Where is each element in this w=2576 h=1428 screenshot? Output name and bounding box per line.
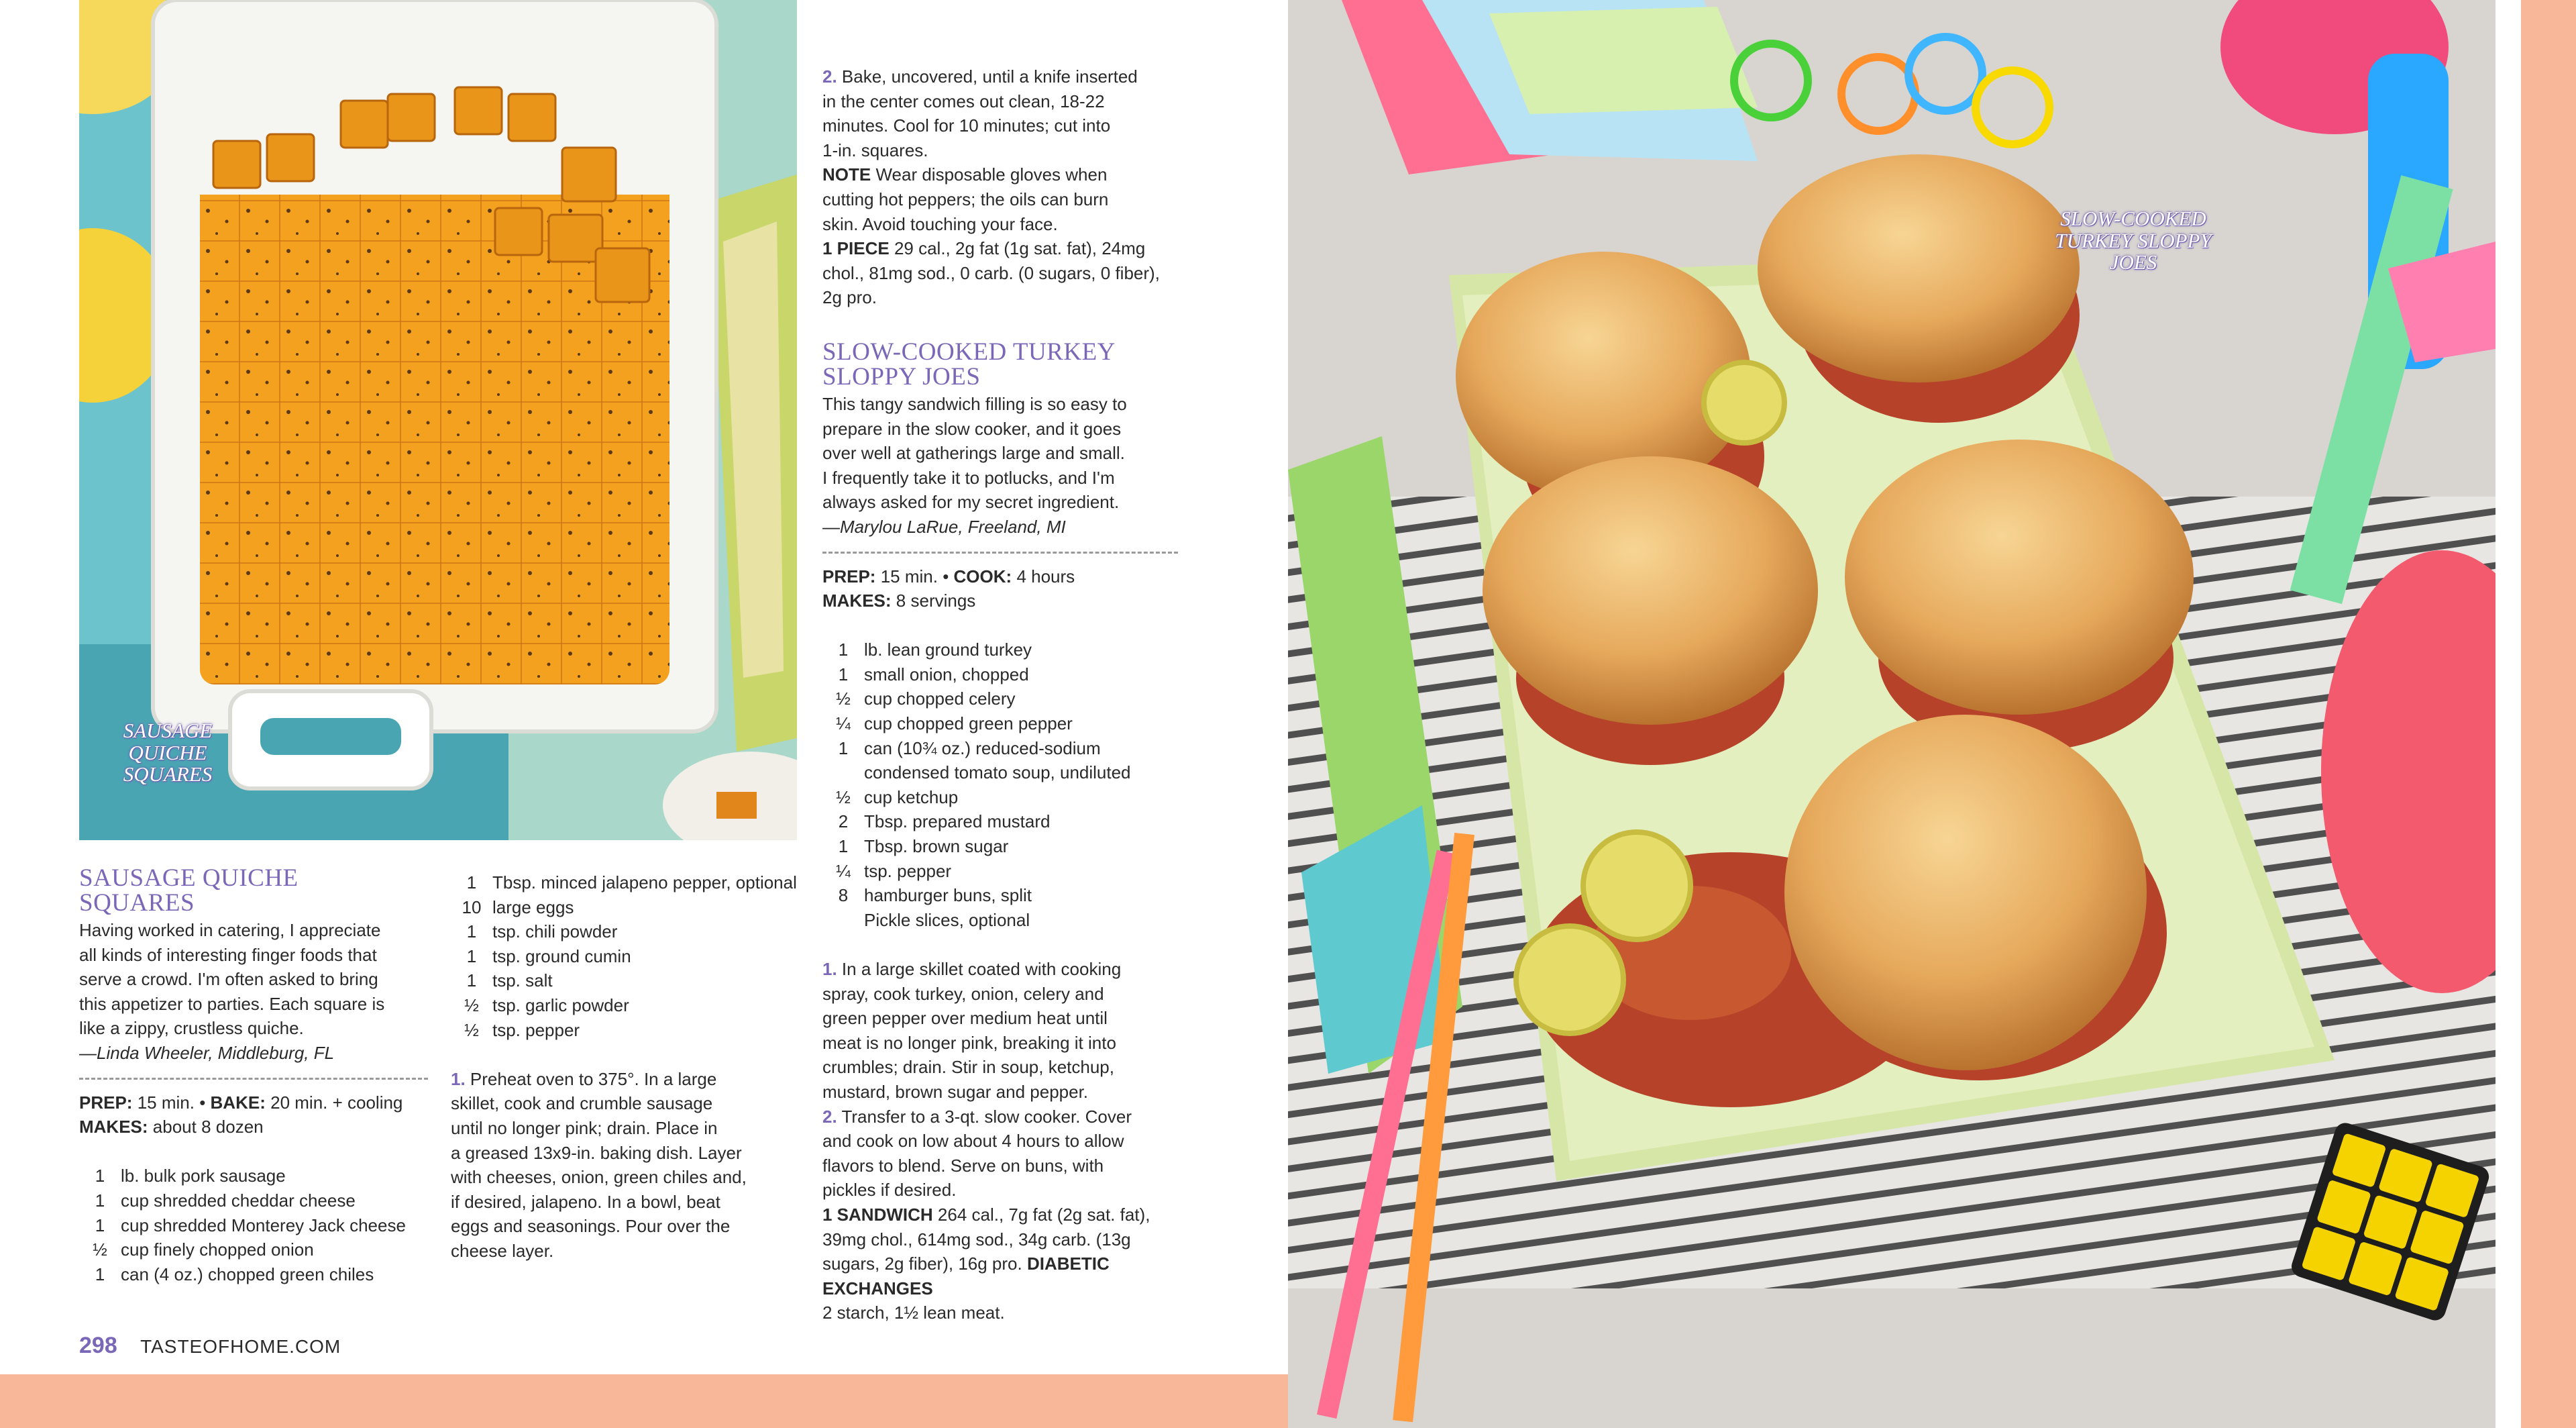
ingredient-desc: cup ketchup [864,786,959,807]
sloppy-joes-photo-label: SLOW-COOKED TURKEY SLOPPY JOES [2055,207,2212,274]
nutrition-line: 264 cal., 7g fat (2g sat. fat), [937,1204,1150,1225]
step-line: eggs and seasonings. Pour over the [451,1216,731,1237]
nutrition-label: 1 PIECE [822,238,890,259]
sloppy-prep-label: PREP: [822,566,876,586]
ingredient-row [822,662,1178,687]
page-folio [79,1333,341,1359]
ingredient-qty: 10 [462,897,482,917]
step-number: 2. [822,1106,837,1127]
sloppy-recipe-title [822,340,1178,389]
sloppy-title-line-1: SLOW-COOKED TURKEY [822,338,1116,366]
ingredient-qty: ½ [464,994,479,1015]
quiche-recipe-column-1 [79,866,428,1286]
sloppy-intro-line: prepare in the slow cooker, and it goes [822,418,1122,439]
nutrition-line: 39mg chol., 614mg sod., 34g carb. (13g [822,1229,1131,1250]
ingredient-desc: cup finely chopped onion [121,1239,314,1260]
ingredient-row [822,883,1178,908]
sloppy-byline: —Marylou LaRue, Freeland, MI [822,516,1066,537]
spacer [822,613,1178,638]
quiche-step-2 [822,64,1178,162]
footer-band [0,1374,1288,1428]
quiche-byline: —Linda Wheeler, Middleburg, FL [79,1042,335,1063]
note-line: Wear disposable gloves when [875,164,1108,185]
quiche-step-1 [451,1067,800,1264]
ingredient-row [822,908,1178,933]
ingredient-qty: 1 [95,1166,105,1186]
ingredient-qty: ½ [836,786,851,807]
ingredient-qty: ¼ [836,713,851,734]
step-line: and cook on low about 4 hours to allow [822,1131,1124,1152]
nutrition-line: chol., 81mg sod., 0 carb. (0 sugars, 0 fiber), [822,262,1160,283]
note-line: cutting hot peppers; the oils can burn [822,189,1109,209]
step-line: mustard, brown sugar and pepper. [822,1081,1089,1102]
step-line: pickles if desired. [822,1180,957,1201]
ingredient-row [79,1262,428,1287]
step-line: green pepper over medium heat until [822,1008,1108,1029]
sloppy-title-line-2: SLOPPY JOES [822,362,981,391]
nutrition-line: sugars, 2g fiber), 16g pro. [822,1254,1022,1274]
ingredient-qty: 2 [838,811,849,832]
ingredient-qty: 1 [838,737,849,758]
quiche-photo-art [79,0,797,840]
sloppy-makes-label: MAKES: [822,591,892,611]
ingredient-row [451,919,800,944]
ingredient-qty: 1 [838,664,849,684]
sloppy-joes-photo-art [1288,0,2496,1428]
ingredient-qty: 1 [838,836,849,857]
quiche-meta [79,1090,428,1139]
ingredient-row [822,638,1178,662]
exchanges-value: 2 starch, 1½ lean meat. [822,1303,1005,1323]
ingredient-desc: can (10¾ oz.) reduced-sodium condensed tomato soup, undiluted [864,737,1131,783]
ingredient-desc: Tbsp. prepared mustard [864,811,1051,832]
ingredient-desc: cup shredded cheddar cheese [121,1190,356,1211]
ingredient-desc: Tbsp. brown sugar [864,836,1009,857]
step-line: until no longer pink; drain. Place in [451,1117,718,1138]
step-line: crumbles; drain. Stir in soup, ketchup, [822,1057,1114,1078]
ingredient-desc: cup chopped celery [864,688,1016,709]
sloppy-intro-line: over well at gatherings large and small. [822,443,1125,464]
step-line: Bake, uncovered, until a knife inserted [841,66,1138,87]
ingredient-row [822,736,1178,785]
ingredient-qty: 1 [95,1215,105,1235]
ingredient-qty: 1 [95,1264,105,1284]
quiche-intro-line: Having worked in catering, I appreciate [79,920,381,940]
ingredient-row [822,785,1178,810]
sloppy-cook-label: COOK: [953,566,1012,586]
ingredient-desc: small onion, chopped [864,664,1029,684]
quiche-note [822,162,1178,236]
quiche-nutrition [822,236,1178,310]
sloppy-nutrition [822,1203,1178,1325]
ingredient-row [79,1188,428,1213]
ingredient-qty: 1 [466,921,477,942]
nutrition-line: 29 cal., 2g fat (1g sat. fat), 24mg [894,238,1146,259]
quiche-photo-label: SAUSAGE QUICHE SQUARES [123,719,213,786]
sloppy-intro-line: This tangy sandwich filling is so easy to [822,393,1127,414]
sloppy-makes-value: 8 servings [896,591,976,611]
ingredient-row [79,1164,428,1188]
ingredient-qty: 1 [95,1190,105,1211]
sloppy-step-1 [822,957,1178,1105]
ingredient-qty: ¼ [836,860,851,881]
sloppy-meta [822,564,1178,613]
quiche-title-line-1: SAUSAGE QUICHE [79,864,299,892]
ingredient-desc: large eggs [492,897,574,917]
step-line: Preheat oven to 375°. In a large [470,1068,717,1089]
ingredient-desc: tsp. ground cumin [492,946,631,966]
quiche-recipe-title [79,866,428,915]
ingredient-desc: cup shredded Monterey Jack cheese [121,1215,406,1235]
step-line: flavors to blend. Serve on buns, with [822,1155,1104,1176]
quiche-intro-line: all kinds of interesting finger foods that [79,944,377,965]
nutrition-label: 1 SANDWICH [822,1204,933,1225]
sloppy-intro [822,392,1178,540]
recipe-column-3 [822,64,1178,1325]
step-line: minutes. Cool for 10 minutes; cut into [822,115,1111,136]
spacer [822,932,1178,957]
sloppy-intro-line: I frequently take it to potlucks, and I'm [822,467,1115,488]
quiche-title-line-2: SQUARES [79,889,195,917]
ingredient-qty: 8 [838,885,849,906]
ingredient-row [451,895,800,920]
exchanges-label: DIABETIC EXCHANGES [822,1254,1110,1298]
step-line: skillet, cook and crumble sausage [451,1093,713,1114]
ingredient-qty: ½ [836,688,851,709]
ingredient-desc: Pickle slices, optional [864,909,1030,930]
step-line: if desired, jalapeno. In a bowl, beat [451,1191,720,1212]
ingredient-qty: 1 [838,640,849,660]
sloppy-step-2 [822,1105,1178,1203]
right-margin-band [2521,0,2576,1428]
ingredient-row [451,870,800,895]
site-name: TASTEOFHOME.COM [140,1336,341,1357]
ingredient-desc: tsp. salt [492,970,553,991]
spacer [822,310,1178,340]
ingredient-row [451,944,800,969]
ingredient-desc: tsp. chili powder [492,921,618,942]
sloppy-prep-value: 15 min. • [880,566,949,586]
ingredient-row [822,711,1178,736]
ingredient-desc: lb. bulk pork sausage [121,1166,286,1186]
ingredient-desc: tsp. garlic powder [492,994,629,1015]
step-number: 1. [822,959,837,979]
ingredient-qty: 1 [466,970,477,991]
step-line: 1-in. squares. [822,140,928,160]
sloppy-ingredients [822,638,1178,932]
ingredient-desc: can (4 oz.) chopped green chiles [121,1264,374,1284]
step-line: Transfer to a 3-qt. slow cooker. Cover [841,1106,1132,1127]
quiche-ingredients-part-1 [79,1164,428,1286]
ingredient-row [451,1018,800,1043]
ingredient-qty: 1 [466,872,477,892]
note-label: NOTE [822,164,871,185]
quiche-intro-line: like a zippy, crustless quiche. [79,1018,304,1039]
step-line: meat is no longer pink, breaking it into [822,1032,1116,1053]
nutrition-line: 2g pro. [822,287,877,308]
quiche-bake-value: 20 min. + cooling [270,1092,403,1113]
quiche-bake-label: BAKE: [210,1092,266,1113]
step-line: in the center comes out clean, 18-22 [822,91,1105,111]
quiche-makes-label: MAKES: [79,1117,148,1137]
ingredient-row [822,686,1178,711]
spacer [79,1139,428,1164]
quiche-intro-line: serve a crowd. I'm often asked to bring [79,969,378,990]
ingredient-desc: tsp. pepper [864,860,952,881]
ingredient-qty [822,908,864,933]
quiche-photo [79,0,797,840]
quiche-ingredients-part-2 [451,870,800,1042]
quiche-prep-value: 15 min. • [137,1092,206,1113]
ingredient-row [822,859,1178,884]
ingredient-row [79,1237,428,1262]
spacer [451,1042,800,1067]
sloppy-divider [822,552,1178,554]
quiche-makes-value: about 8 dozen [152,1117,264,1137]
ingredient-qty: 1 [466,946,477,966]
ingredient-desc: tsp. pepper [492,1019,580,1040]
ingredient-qty: ½ [464,1019,479,1040]
sloppy-cook-value: 4 hours [1016,566,1075,586]
ingredient-row [79,1213,428,1238]
ingredient-qty: ½ [93,1239,107,1260]
quiche-intro [79,918,428,1066]
ingredient-desc: lb. lean ground turkey [864,640,1032,660]
ingredient-row [451,968,800,993]
sloppy-intro-line: always asked for my secret ingredient. [822,492,1120,513]
ingredient-desc: hamburger buns, split [864,885,1032,906]
quiche-recipe-column-2 [451,870,800,1264]
step-number: 1. [451,1068,466,1089]
step-line: with cheeses, onion, green chiles and, [451,1167,747,1188]
note-line: skin. Avoid touching your face. [822,213,1058,234]
step-number: 2. [822,66,837,87]
quiche-prep-label: PREP: [79,1092,133,1113]
quiche-divider [79,1078,428,1080]
ingredient-desc: Tbsp. minced jalapeno pepper, optional [492,872,797,892]
step-line: a greased 13x9-in. baking dish. Layer [451,1142,742,1163]
ingredient-desc: cup chopped green pepper [864,713,1073,734]
quiche-intro-line: this appetizer to parties. Each square is [79,993,385,1014]
right-page-edge [2496,0,2521,1428]
sloppy-joes-photo [1288,0,2496,1428]
page-number: 298 [79,1333,117,1358]
ingredient-row [451,993,800,1018]
step-line: spray, cook turkey, onion, celery and [822,983,1104,1004]
step-line: In a large skillet coated with cooking [841,959,1122,979]
step-line: cheese layer. [451,1240,554,1261]
ingredient-row [822,809,1178,834]
ingredient-row [822,834,1178,859]
